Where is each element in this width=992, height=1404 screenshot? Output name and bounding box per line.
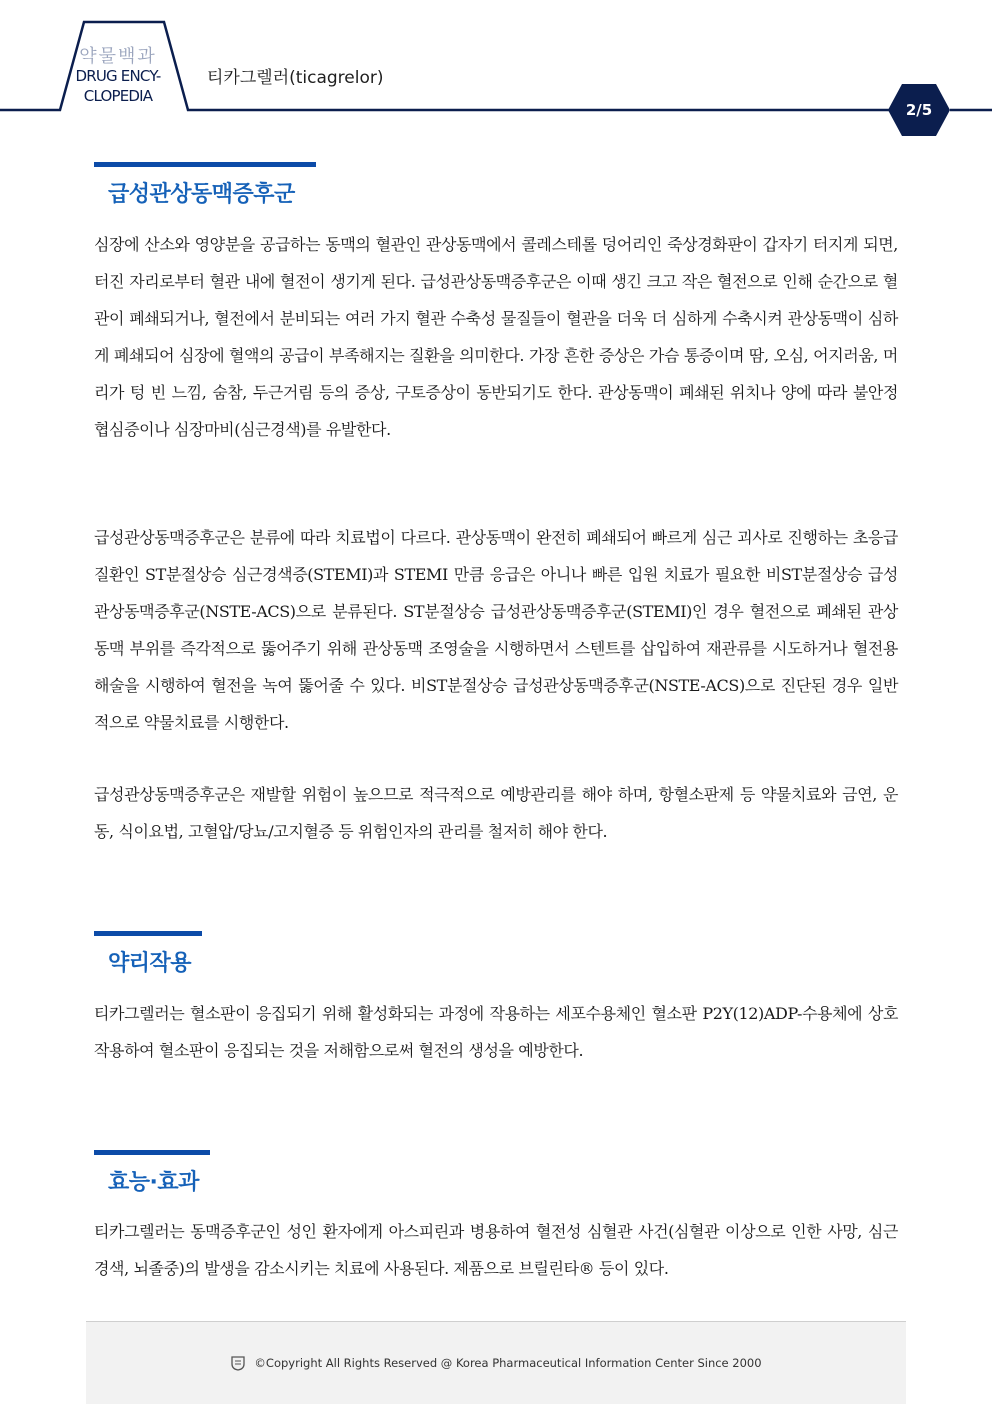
logo-english-line1: DRUG ENCY-	[75, 67, 161, 85]
paragraph: 티카그렐러는 동맥증후군인 성인 환자에게 아스피린과 병용하여 혈전성 심혈관 사건(심혈관 이상으로 인한 사망, 심근경색, 뇌졸중)의 발생을 감소시키는 치료에 사용된다. 제품으로 브릴린타® 등이 있다.	[94, 1222, 898, 1278]
logo-korean: 약물백과	[79, 46, 157, 67]
paragraph: 심장에 산소와 영양분을 공급하는 동맥의 혈관인 관상동맥에서 콜레스테롤 덩어리인 죽상경화판이 갑자기 터지게 되면, 터진 자리로부터 혈관 내에 혈전이 생기게 된다. 급성관상동맥증후군은 이때 생긴 크고 작은 혈전으로 인해 순간으로 혈관이 폐쇄되거나, 혈전에서 분비되는 여러 가지 혈관 수축성 물질들이 혈관을 더욱 더 심하게 수축시켜 관상동맥이 심하게 폐쇄되어 심장에 혈액의 공급이 부족해지는 질환을 의미한다. 가장 흔한 증상은 가슴 통증이며 땀, 오심, 어지러움, 머리가 텅 빈 느낌, 숨참, 두근거림 등의 증상, 구토증상이 동반되기도 한다. 관상동맥이 폐쇄된 위치나 양에 따라 불안정 협심증이나 심장마비(심근경색)를 유발한다.	[94, 235, 898, 439]
copyright-text: ©Copyright All Rights Reserved @ Korea Pharmaceutical Information Center Since 2000	[254, 1356, 762, 1370]
paragraph: 급성관상동맥증후군은 분류에 따라 치료법이 다르다. 관상동맥이 완전히 폐쇄되어 빠르게 심근 괴사로 진행하는 초응급질환인 ST분절상승 심근경색증(STEMI)과 STEMI 만큼 응급은 아니나 빠른 입원 치료가 필요한 비ST분절상승 급성관상동맥증후군(NSTE-ACS)으로 분류된다. ST분절상승 급성관상동맥증후군(STEMI)인 경우 혈전으로 폐쇄된 관상동맥 부위를 즉각적으로 뚫어주기 위해 관상동맥 조영술을 시행하면서 스텐트를 삽입하여 재관류를 시도하거나 혈전용해술을 시행하여 혈전을 녹여 뚫어줄 수 있다. 비ST분절상승 급성관상동맥증후군(NSTE-ACS)으로 진단된 경우 일반적으로 약물치료를 시행한다.	[94, 528, 898, 732]
document-title: 티카그렐러(ticagrelor)	[207, 68, 384, 88]
section-efficacy	[94, 1150, 898, 1196]
section-acs	[94, 162, 898, 208]
section-title: 효능·효과	[108, 1170, 199, 1195]
section-bar	[94, 1150, 210, 1155]
paragraph: 급성관상동맥증후군은 재발할 위험이 높으므로 적극적으로 예방관리를 해야 하며, 항혈소판제 등 약물치료와 금연, 운동, 식이요법, 고혈압/당뇨/고지혈증 등 위험인자의 관리를 철저히 해야 한다.	[94, 785, 898, 841]
page-footer	[86, 1321, 906, 1404]
shield-logo-icon	[230, 1355, 246, 1371]
section-bar	[94, 162, 316, 167]
logo-english-line2: CLOPEDIA	[83, 87, 153, 105]
page-number: 2/5	[905, 101, 933, 119]
section-pharmacology	[94, 931, 898, 977]
paragraph: 티카그렐러는 혈소판이 응집되기 위해 활성화되는 과정에 작용하는 세포수용체인 혈소판 P2Y(12)ADP-수용체에 상호작용하여 혈소판이 응집되는 것을 저해함으로써 혈전의 생성을 예방한다.	[94, 1004, 898, 1060]
section-bar	[94, 931, 202, 936]
section-title: 약리작용	[108, 951, 192, 976]
section-title: 급성관상동맥증후군	[108, 182, 295, 207]
